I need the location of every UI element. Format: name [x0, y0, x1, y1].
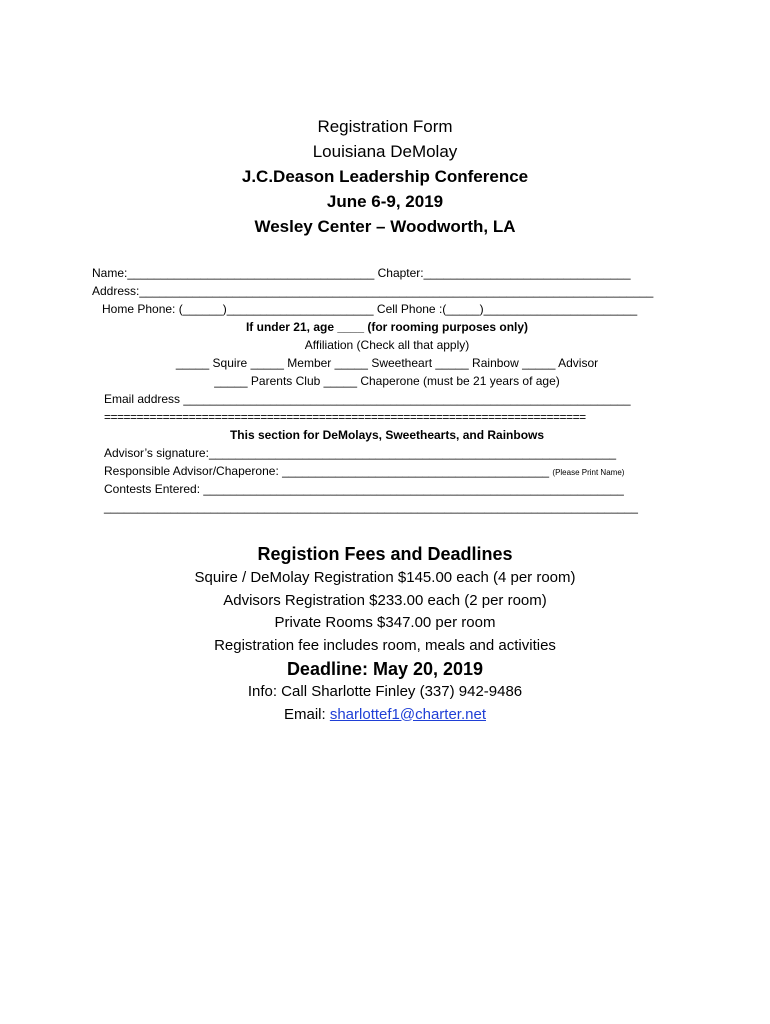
form-title: Registration Form — [317, 117, 453, 136]
conference-dates: June 6-9, 2019 — [326, 192, 444, 211]
contact-email — [0, 704, 770, 727]
affiliation-label: Affiliation (Check all that apply) — [304, 338, 470, 352]
advisor-fee: Advisors Registration $233.00 each (2 per room) — [223, 591, 547, 609]
email-link[interactable]: sharlottef1@charter.net — [329, 705, 486, 723]
section-title: This section for DeMolays, Sweethearts, and Rainbows — [229, 428, 545, 442]
affiliation-options-1[interactable]: _____ Squire _____ Member _____ Sweetheart _____ Rainbow _____ Advisor — [175, 356, 599, 370]
affiliation-options-2[interactable]: _____ Parents Club _____ Chaperone (must be 21 years of age) — [214, 374, 560, 388]
contact-info: Info: Call Sharlotte Finley (337) 942-9486 — [247, 683, 523, 700]
responsible-advisor-field[interactable] — [92, 462, 682, 480]
registration-deadline: Deadline: May 20, 2019 — [286, 659, 484, 679]
responsible-advisor-label: Responsible Advisor/Chaperone: ________________________________________ — [104, 464, 553, 478]
private-room-fee: Private Rooms $347.00 per room — [274, 614, 496, 631]
section-separator: ========================================================================== — [104, 410, 586, 424]
address-field[interactable]: Address:_____________________________________________________________________________ — [92, 284, 654, 298]
advisor-signature-field[interactable]: Advisor’s signature:_____________________________________________________________ — [104, 446, 617, 460]
age-field[interactable]: If under 21, age ____ (for rooming purposes only) — [245, 320, 529, 334]
organization-name: Louisiana DeMolay — [312, 142, 458, 161]
conference-name: J.C.Deason Leadership Conference — [241, 167, 529, 186]
contests-extra-line[interactable]: ________________________________________________________________________________ — [104, 500, 638, 514]
please-print-note: (Please Print Name) — [552, 468, 625, 477]
conference-location: Wesley Center – Woodworth, LA — [254, 217, 516, 236]
fees-title: Registion Fees and Deadlines — [257, 544, 513, 564]
contests-field[interactable]: Contests Entered: _______________________________________________________________ — [104, 482, 624, 496]
squire-fee: Squire / DeMolay Registration $145.00 each (4 per room) — [194, 569, 576, 586]
registration-form — [92, 264, 682, 516]
email-field[interactable]: Email address ___________________________________________________________________ — [104, 392, 631, 406]
fees-section — [0, 541, 770, 726]
phone-fields[interactable]: Home Phone: (______)______________________ Cell Phone :(_____)_______________________ — [102, 302, 638, 316]
name-chapter-field[interactable]: Name:_____________________________________ Chapter:_______________________________ — [92, 266, 631, 280]
fee-includes: Registration fee includes room, meals and activities — [214, 636, 556, 654]
email-label: Email: — [284, 705, 330, 723]
form-header — [0, 114, 770, 239]
